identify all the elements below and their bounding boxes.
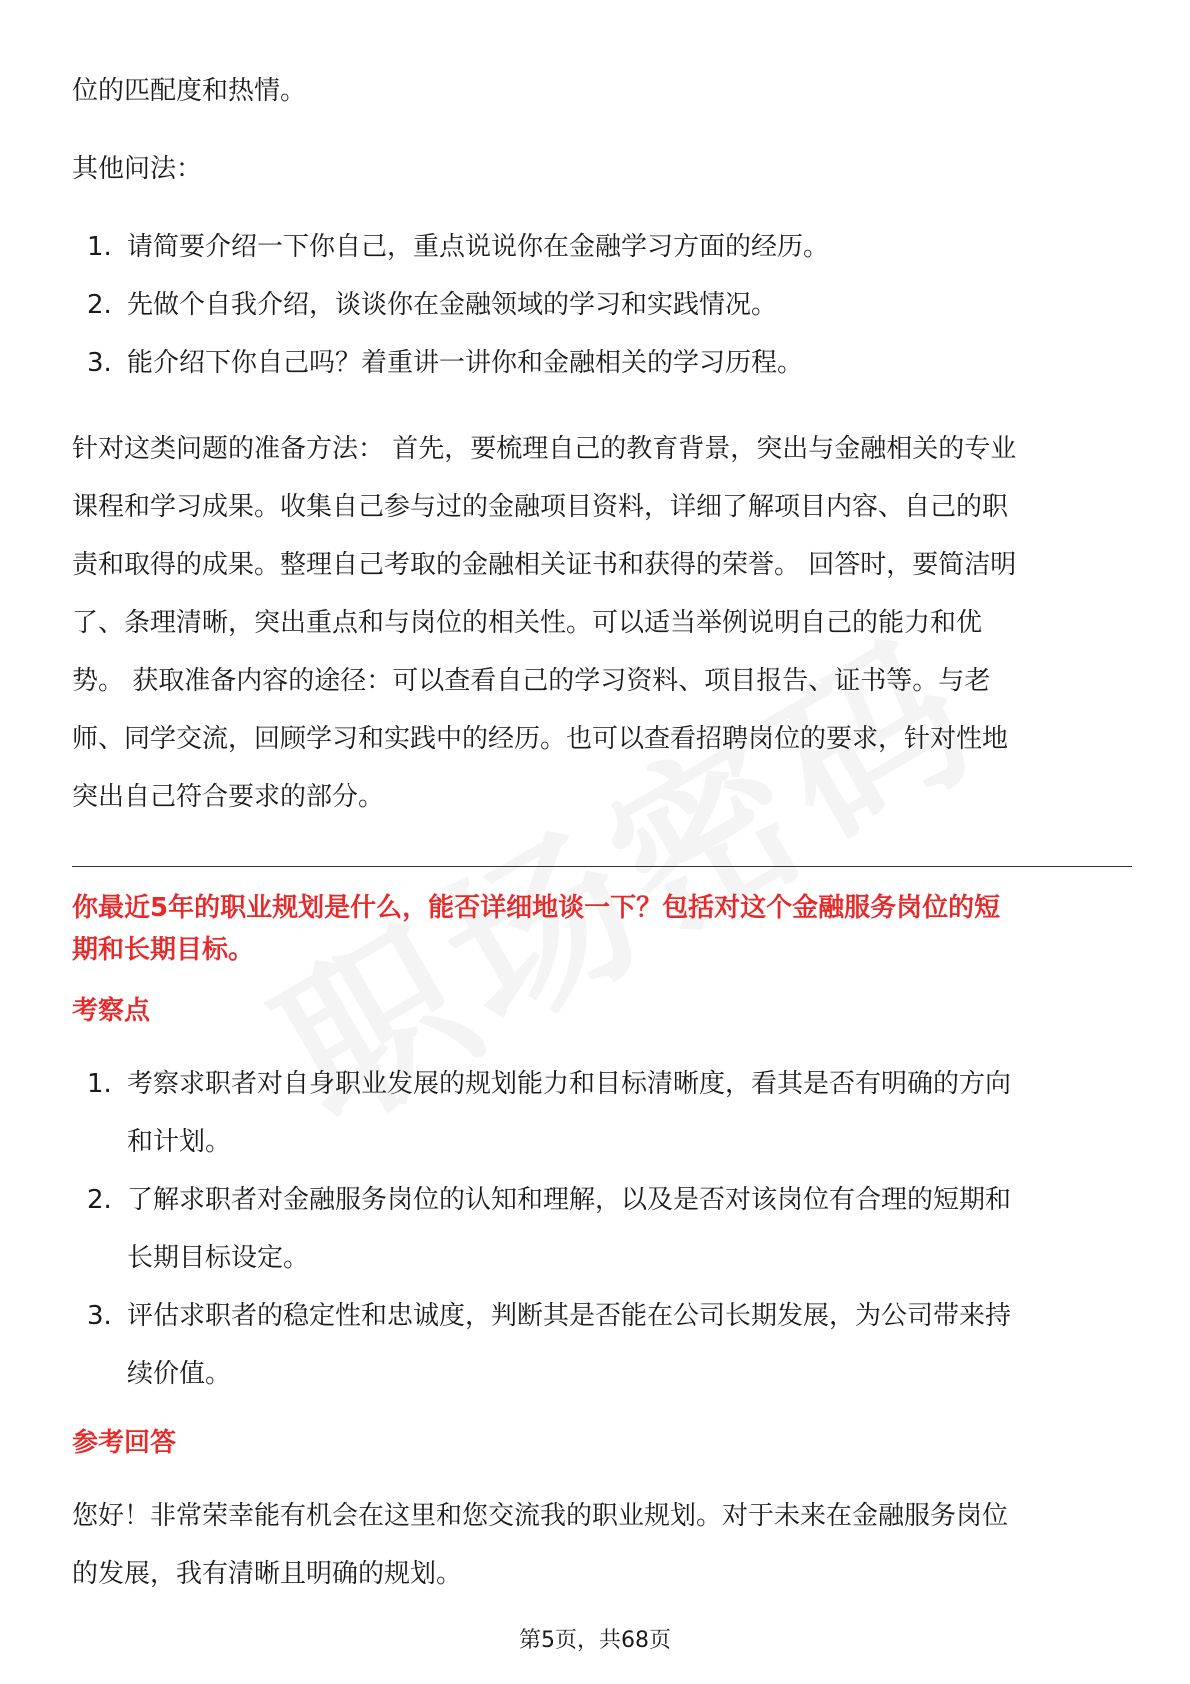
- intro-tail-text: 位的匹配度和热情。: [72, 76, 307, 106]
- list-item-text: 和计划。: [127, 1127, 232, 1157]
- list-item-text: 长期目标设定。: [127, 1243, 310, 1273]
- other-asks-title: 其他问法：: [72, 154, 203, 184]
- paragraph-line: 突出自己符合要求的部分。: [72, 782, 385, 812]
- list-item-text: 请简要介绍一下你自己，重点说说你在金融学习方面的经历。: [127, 232, 830, 262]
- question-line: 你最近5年的职业规划是什么，能否详细地谈一下？包括对这个金融服务岗位的短: [72, 893, 1001, 923]
- paragraph-line: 了、条理清晰，突出重点和与岗位的相关性。可以适当举例说明自己的能力和优: [72, 608, 983, 638]
- list-item: [72, 334, 1132, 392]
- paragraph-line: 责和取得的成果。整理自己考取的金融相关证书和获得的荣誉。 回答时，要简洁明: [72, 550, 1017, 580]
- paragraph-line: 课程和学习成果。收集自己参与过的金融项目资料，详细了解项目内容、自己的职: [72, 492, 1009, 522]
- list-number: 3.: [87, 1301, 112, 1331]
- section-divider: [72, 866, 1132, 867]
- list-number: 1.: [87, 232, 112, 262]
- list-item-text: 评估求职者的稳定性和忠诚度，判断其是否能在公司长期发展，为公司带来持: [127, 1301, 1012, 1331]
- list-item: [72, 1287, 1132, 1403]
- question-line: 期和长期目标。: [72, 935, 255, 965]
- assessment-title: 考察点: [72, 996, 151, 1026]
- list-item-text: 先做个自我介绍，谈谈你在金融领域的学习和实践情况。: [127, 290, 778, 320]
- list-number: 1.: [87, 1069, 112, 1099]
- list-item: [72, 1055, 1132, 1171]
- list-item: [72, 218, 1132, 276]
- paragraph-line: 势。 获取准备内容的途径：可以查看自己的学习资料、项目报告、证书等。与老: [72, 666, 991, 696]
- list-number: 2.: [87, 1185, 112, 1215]
- list-item-text: 考察求职者对自身职业发展的规划能力和目标清晰度，看其是否有明确的方向: [127, 1069, 1012, 1099]
- paragraph-line: 您好！非常荣幸能有机会在这里和您交流我的职业规划。对于未来在金融服务岗位: [72, 1501, 1009, 1531]
- paragraph-line: 的发展，我有清晰且明确的规划。: [72, 1559, 463, 1589]
- page-number-footer: 第5页，共68页: [519, 1628, 671, 1653]
- page-content: [72, 62, 1132, 1603]
- list-item-text: 能介绍下你自己吗？着重讲一讲你和金融相关的学习历程。: [127, 348, 804, 378]
- list-item: [72, 1171, 1132, 1287]
- question-heading: [72, 887, 1132, 971]
- reference-answer-paragraph: [72, 1487, 1132, 1603]
- list-item: [72, 276, 1132, 334]
- other-asks-list: [72, 218, 1132, 392]
- list-number: 3.: [87, 348, 112, 378]
- list-item-text: 了解求职者对金融服务岗位的认知和理解，以及是否对该岗位有合理的短期和: [127, 1185, 1012, 1215]
- assessment-list: [72, 1055, 1132, 1403]
- list-number: 2.: [87, 290, 112, 320]
- preparation-paragraph: [72, 420, 1132, 826]
- paragraph-line: 针对这类问题的准备方法： 首先，要梳理自己的教育背景，突出与金融相关的专业: [72, 434, 1017, 464]
- list-item-text: 续价值。: [127, 1359, 232, 1389]
- reference-answer-title: 参考回答: [72, 1428, 177, 1458]
- paragraph-line: 师、同学交流，回顾学习和实践中的经历。也可以查看招聘岗位的要求，针对性地: [72, 724, 1009, 754]
